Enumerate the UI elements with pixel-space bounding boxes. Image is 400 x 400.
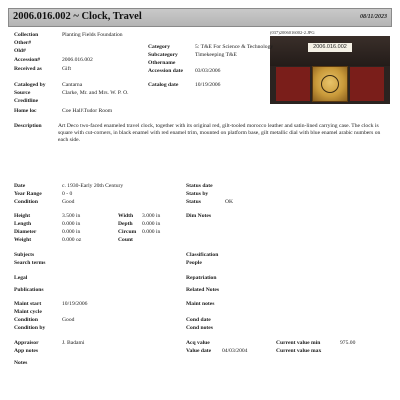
field-label: Width (118, 213, 134, 219)
photo-accession-tag: 2006.016.002 (308, 43, 352, 52)
field-value: 3.500 in (62, 213, 81, 219)
field-label: Height (14, 213, 31, 219)
field-value: 0.000 in (62, 221, 81, 227)
cond-date-label: Cond date (186, 317, 211, 323)
field-label: Status (186, 199, 201, 205)
record-header (8, 8, 392, 27)
subjects-label: Subjects (14, 252, 35, 258)
print-date: 08/11/2023 (359, 14, 387, 20)
field-label: Current value min (276, 340, 321, 346)
field-label: Status by (186, 191, 209, 197)
publications-label: Publications (14, 287, 44, 293)
field-label: Collection (14, 32, 39, 38)
field-label: Category (148, 44, 171, 50)
field-label: Diameter (14, 229, 37, 235)
field-value: 10/19/2006 (62, 301, 88, 307)
field-value: Timekeeping T&E (195, 52, 237, 58)
field-label: Maint start (14, 301, 42, 307)
field-label: Condition (14, 199, 38, 205)
field-label: Count (118, 237, 133, 243)
field-value: 3.000 in (142, 213, 161, 219)
related-notes-label: Related Notes (186, 287, 220, 293)
field-value: 10/19/2006 (195, 82, 221, 88)
cond-notes-label: Cond notes (186, 325, 213, 331)
field-value: 0.000 in (62, 229, 81, 235)
clock-face (312, 66, 348, 102)
object-photo (270, 36, 390, 104)
field-label: App notes (14, 348, 39, 354)
field-value: Gift (62, 66, 72, 72)
field-label: Acq value (186, 340, 210, 346)
field-label: Accession# (14, 57, 41, 63)
classification-label: Classification (186, 252, 219, 258)
field-label: Condition (14, 317, 38, 323)
field-label: Maint cycle (14, 309, 42, 315)
field-value: 0.000 oz (62, 237, 82, 243)
field-label: Value date (186, 348, 212, 354)
field-value: 5: T&E For Science & Technology (195, 44, 274, 50)
field-value: Coe Hall\Tudor Room (62, 108, 113, 114)
field-label: Weight (14, 237, 32, 243)
field-value: OK (225, 199, 234, 205)
field-label: Date (14, 183, 26, 189)
clock-dial (321, 75, 339, 93)
field-label: Status date (186, 183, 213, 189)
field-label: Current value max (276, 348, 322, 354)
field-value: Clarke, Mr. and Mrs. W. P. O. (62, 90, 129, 96)
field-label: Subcategory (148, 52, 178, 58)
field-label: Cataloged by (14, 82, 46, 88)
field-value: Good (62, 317, 75, 323)
field-value: Planting Fields Foundation (62, 32, 123, 38)
field-label: Condition by (14, 325, 46, 331)
case-right-panel (350, 67, 384, 101)
field-value: 0.000 in (142, 221, 161, 227)
field-value: 04/03/2004 (222, 348, 248, 354)
field-label: Creditline (14, 98, 39, 104)
description-label: Description (14, 123, 42, 129)
field-value: c. 1930-Early 20th Century (62, 183, 124, 189)
dim-notes-label: Dim Notes (186, 213, 212, 219)
field-value: Cantarna (62, 82, 83, 88)
legal-label: Legal (14, 275, 28, 281)
field-value: Good (62, 199, 75, 205)
notes-label: Notes (14, 360, 28, 366)
field-label: Length (14, 221, 32, 227)
field-label: Source (14, 90, 31, 96)
field-label: Old# (14, 48, 26, 54)
field-label: Home loc (14, 108, 37, 114)
field-label: Catalog date (148, 82, 179, 88)
field-label: Othername (148, 60, 176, 66)
field-label: Accession date (148, 68, 183, 74)
case-left-panel (276, 67, 310, 101)
field-label: Other# (14, 40, 32, 46)
field-value: 03/03/2006 (195, 68, 221, 74)
field-label: Appraisor (14, 340, 39, 346)
field-value: 2006.016.002 (62, 57, 93, 63)
people-label: People (186, 260, 202, 266)
field-label: Received as (14, 66, 42, 72)
record-title: 2006.016.002 ~ Clock, Travel (13, 11, 142, 22)
repatriation-label: Repatriation (186, 275, 217, 281)
field-label: Year Range (14, 191, 42, 197)
field-value: 0.000 in (142, 229, 161, 235)
photo-caption: (037)2006016002-2.JPG (270, 30, 315, 35)
description-text: Art Deco two-faced enameled travel clock, together with its original red, gilt-tooled morocco leather and satin-lined carrying case. The clock is square with cut-corners, in black enamel with red enamel trim, mounted on platform base, gilt metallic dial with blue enamel arabic numbers on each side. (58, 123, 381, 143)
field-value: 0 - 0 (62, 191, 73, 197)
field-label: Circum (118, 229, 137, 235)
search-terms-label: Search terms (14, 260, 46, 266)
field-value: J. Badami (62, 340, 85, 346)
maint-notes-label: Maint notes (186, 301, 215, 307)
field-label: Depth (118, 221, 133, 227)
field-value: 975.00 (340, 340, 356, 346)
